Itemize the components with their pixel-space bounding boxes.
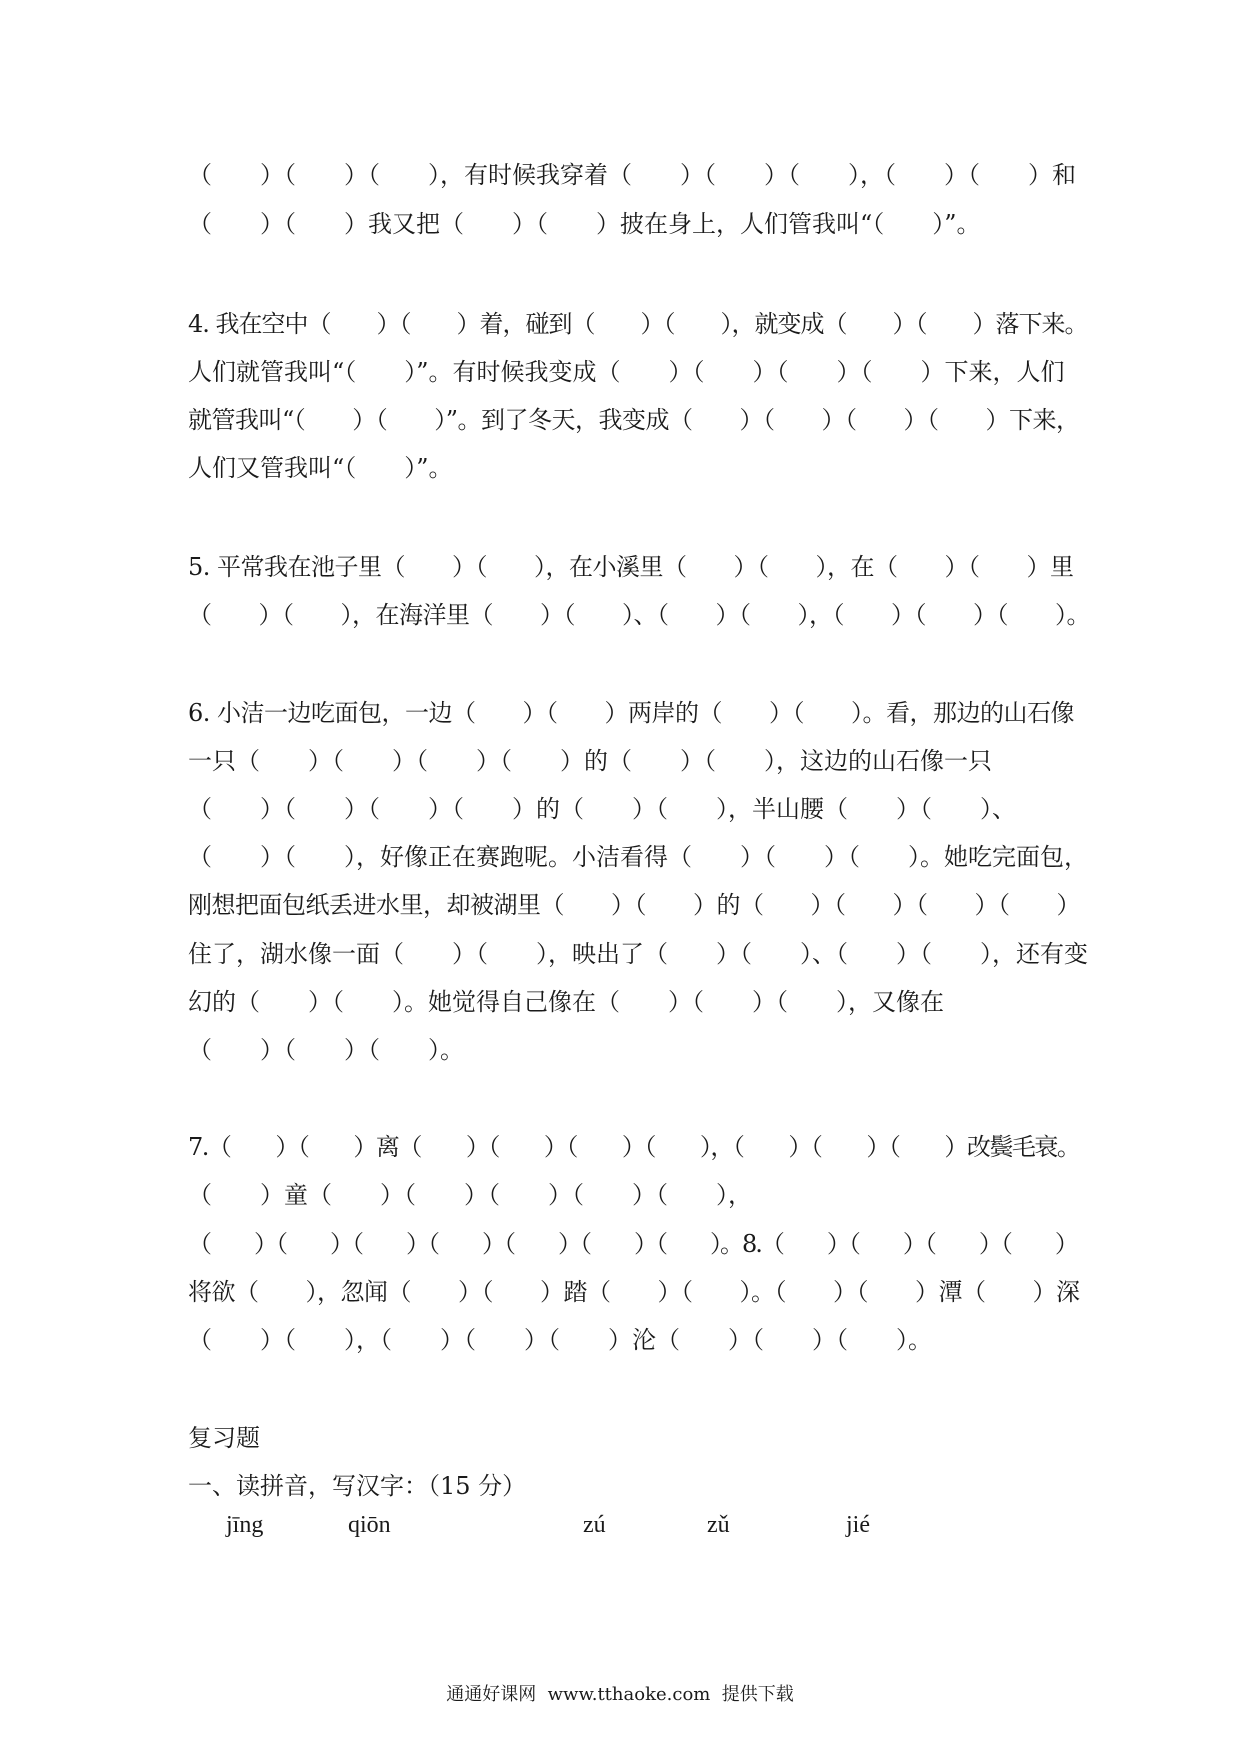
text-line: （ ）（ ）（ ）（ ）的（ ）（ ），半山腰（ ）（ ）、 <box>188 795 1016 823</box>
text-line: （ ）（ ），（ ）（ ）（ ）沦（ ）（ ）（ ）。 <box>188 1326 932 1354</box>
question-6: 6. 小洁一边吃面包，一边（ ）（ ）两岸的（ ）（ ）。看，那边的山石像 <box>188 699 1075 727</box>
text-line: 幻的（ ）（ ）。她觉得自己像在（ ）（ ）（ ），又像在 <box>188 988 944 1016</box>
text-line: 就管我叫“（ ）（ ）”。到了冬天，我变成（ ）（ ）（ ）（ ）下来， <box>188 406 1080 434</box>
text-line: 住了，湖水像一面（ ）（ ），映出了（ ）（ ）、（ ）（ ），还有变 <box>188 940 1088 968</box>
text-line: 人们就管我叫“（ ）”。有时候我变成（ ）（ ）（ ）（ ）下来，人们 <box>188 358 1065 386</box>
pinyin-item: zú <box>583 1512 606 1538</box>
text-line: 刚想把面包纸丢进水里，却被湖里（ ）（ ）的（ ）（ ）（ ）（ ） <box>188 891 1080 919</box>
text-line: 人们又管我叫“（ ）”。 <box>188 454 453 482</box>
pinyin-item: zǔ <box>707 1512 730 1538</box>
pinyin-item: jīng <box>226 1512 264 1538</box>
text-line: 将欲（ ），忽闻（ ）（ ）踏（ ）（ ）。（ ）（ ）潭（ ）深 <box>188 1278 1080 1306</box>
text-line: （ ）童（ ）（ ）（ ）（ ）（ ）， <box>188 1181 752 1209</box>
pinyin-item: qiōn <box>348 1512 391 1538</box>
pinyin-item: jié <box>846 1512 870 1538</box>
page-footer: 通通好课网 www.tthaoke.com 提供下载 <box>446 1684 794 1705</box>
question-5: 5. 平常我在池子里（ ）（ ），在小溪里（ ）（ ），在（ ）（ ）里 <box>188 553 1074 581</box>
text-line: （ ）（ ），在海洋里（ ）（ ）、（ ）（ ），（ ）（ ）（ ）。 <box>188 601 1090 629</box>
text-line: （ ）（ ）（ ）（ ）（ ）（ ）（ ）。8.（ ）（ ）（ ）（ ） <box>188 1230 1077 1258</box>
text-line: （ ）（ ）（ ），有时候我穿着（ ）（ ）（ ），（ ）（ ）和 <box>188 161 1076 189</box>
question-7: 7.（ ）（ ）离（ ）（ ）（ ）（ ），（ ）（ ）（ ）改鬓毛衰。 <box>188 1133 1080 1161</box>
question-4: 4. 我在空中（ ）（ ）着，碰到（ ）（ ），就变成（ ）（ ）落下来。 <box>188 310 1088 338</box>
text-line: （ ）（ ）我又把（ ）（ ）披在身上，人们管我叫“（ ）”。 <box>188 210 981 238</box>
text-line: （ ）（ ），好像正在赛跑呢。小洁看得（ ）（ ）（ ）。她吃完面包， <box>188 843 1088 871</box>
text-line: 一只（ ）（ ）（ ）（ ）的（ ）（ ），这边的山石像一只 <box>188 747 992 775</box>
exercise-heading: 一、读拼音，写汉字：（15 分） <box>188 1472 527 1500</box>
section-title: 复习题 <box>188 1424 260 1452</box>
text-line: （ ）（ ）（ ）。 <box>188 1036 464 1064</box>
